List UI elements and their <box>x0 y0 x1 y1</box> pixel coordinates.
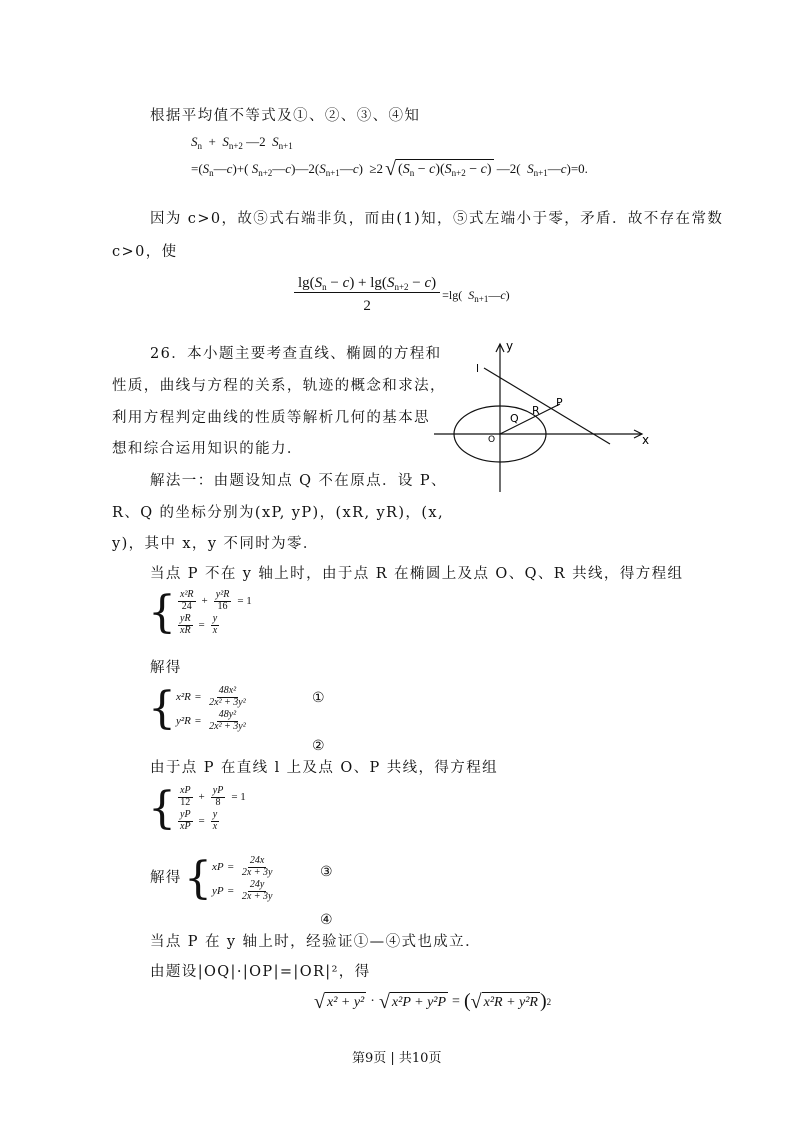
problem-26-line-3: 利用方程判定曲线的性质等解析几何的基本思 <box>112 410 430 426</box>
solution-line-3: y)，其中 x，y 不同时为零． <box>112 536 319 552</box>
solution-line-1: 解法一：由题设知点 Q 不在原点．设 P、 <box>150 473 447 489</box>
page-footer: 第9页 | 共10页 <box>352 1051 442 1066</box>
equation-system-2: { x²R = $\frac{\text{48x²}}{\text{2x² + 3y²}}$ y²R = $\frac{\text{48y²}}{\text{2x² + 3y²}}$ <box>148 683 246 734</box>
solution-line-2: R、Q 的坐标分别为(xP, yP)，(xR, yR)，(x, <box>112 505 444 521</box>
equation-line-1: $S_n + S_{n+2}$ —2 $S_{n+1}$ <box>191 134 293 151</box>
marker-2: ② <box>312 738 325 754</box>
equation-2: $\frac{\lg(S_n - c) + \lg(S_{n+2} - c)}{2}$ =lg( $S_{n+1}—c$) <box>292 276 510 315</box>
equation-system-1: { $\frac{\text{x²R}}{24}$ + $\frac{\text{y²R}}{16}$ = 1 $\frac{yR}{xR}$ = $\frac{y}{x}$ <box>148 587 252 638</box>
origin-label: O <box>488 435 496 445</box>
intro-line: 根据平均值不等式及①、②、③、④知 <box>150 108 421 124</box>
paragraph-8: 由题设|OQ|·|OP|=|OR|²，得 <box>150 964 371 980</box>
x-axis-label: x <box>642 433 650 447</box>
equation-line-2: $=(S_n—c)+$( $S_{n+2}—c)—2(S_{n+1}—c) \ge 2$ √ $(S_n - c)(S_{n+2} - c)$ —2( $S_{n+1}—c)=0$. <box>191 158 588 180</box>
y-axis-label: y <box>506 339 514 353</box>
problem-26-line-4: 想和综合运用知识的能力． <box>112 441 303 457</box>
solve-label-2: 解得 <box>150 870 182 886</box>
paragraph-7: 当点 P 在 y 轴上时，经验证①—④式也成立． <box>150 934 481 950</box>
paragraph-5: 当点 P 不在 y 轴上时，由于点 R 在椭圆上及点 O、Q、R 共线，得方程组 <box>150 566 684 582</box>
point-r-label: R <box>532 404 540 417</box>
paragraph-6: 由于点 P 在直线 l 上及点 O、P 共线，得方程组 <box>150 760 498 776</box>
problem-26-line-1: 26．本小题主要考查直线、椭圆的方程和 <box>150 346 442 362</box>
marker-4: ④ <box>320 912 333 928</box>
line-l-label: l <box>476 362 480 375</box>
marker-1: ① <box>312 690 325 706</box>
solve-label-1: 解得 <box>150 660 182 676</box>
problem-26-line-2: 性质，曲线与方程的关系，轨迹的概念和求法， <box>112 378 446 394</box>
marker-3: ③ <box>320 864 333 880</box>
ellipse-line-diagram <box>432 336 654 496</box>
point-q-label: Q <box>510 412 519 425</box>
paragraph-2-line-2: c>0，使 <box>112 244 178 260</box>
point-p-label: P <box>556 396 563 409</box>
equation-system-3: { $\frac{xP}{12}$ + $\frac{yP}{8}$ = 1 $\frac{yP}{xP}$ = $\frac{y}{x}$ <box>148 783 246 834</box>
equation-system-4: { xP = $\frac{24x}{2x + 3y}$ yP = $\frac{24y}{2x + 3y}$ <box>184 853 273 904</box>
equation-3: √ x² + y² · √ x²P + y²P = ( √ x²R + y²R ) 2 <box>314 990 552 1013</box>
paragraph-2-line-1: 因为 c>0，故⑤式右端非负，而由(1)知，⑤式左端小于零，矛盾．故不存在常数 <box>150 211 724 227</box>
